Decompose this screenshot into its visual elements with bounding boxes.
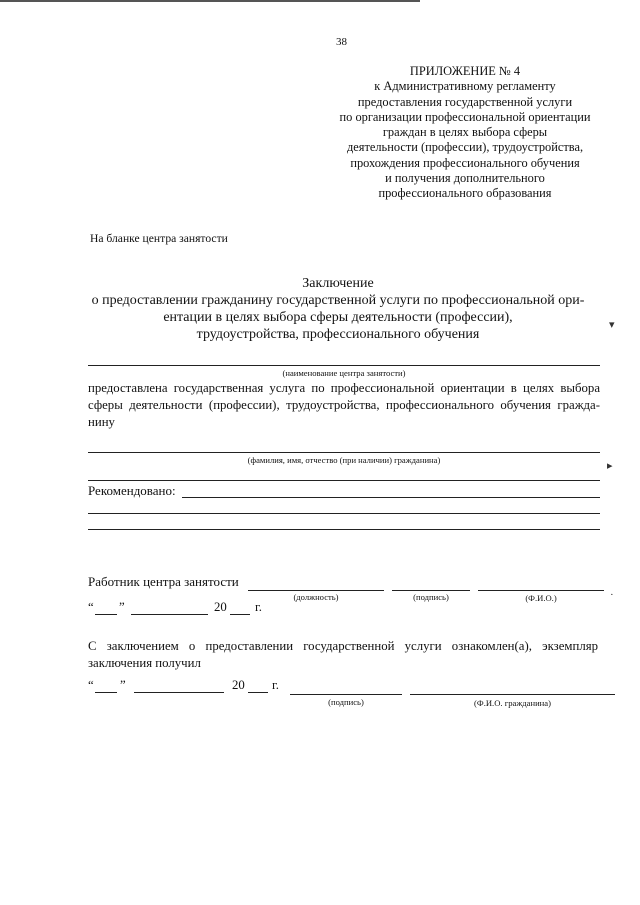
citizen-signature-field[interactable] xyxy=(290,694,402,695)
appendix-line: профессионального образования xyxy=(378,186,552,201)
appendix-header xyxy=(320,64,610,202)
worker-date-day-field[interactable] xyxy=(95,614,117,615)
worker-date-suffix: г. xyxy=(255,600,263,614)
appendix-line: по организации профессиональной ориентации xyxy=(339,109,591,124)
document-title xyxy=(70,275,606,343)
worker-date-year-prefix: 20 xyxy=(214,600,227,614)
worker-signature-caption: (подпись) xyxy=(413,592,449,602)
worker-position-field[interactable] xyxy=(248,590,384,591)
recommendation-field[interactable] xyxy=(88,513,600,514)
citizen-signature-caption: (подпись) xyxy=(328,697,364,707)
appendix-line: к Административному регламенту xyxy=(374,79,556,94)
citizen-date-year-prefix: 20 xyxy=(232,678,245,692)
title-heading: Заключение xyxy=(302,276,374,291)
recommended-label: Рекомендовано: xyxy=(88,483,176,498)
title-line: о предоставлении гражданину государственной услуги по профессиональной ори- xyxy=(91,293,585,308)
center-name-caption: (наименование центра занятости) xyxy=(282,368,406,378)
acknowledgement-line: заключения получил xyxy=(88,656,201,670)
worker-fio-field[interactable] xyxy=(478,590,604,591)
recommendation-field[interactable] xyxy=(88,480,600,481)
citizen-fio-field[interactable] xyxy=(410,694,615,695)
service-paragraph xyxy=(88,380,600,431)
service-line: нину xyxy=(88,415,115,429)
letterhead-note: На бланке центра занятости xyxy=(90,232,228,245)
appendix-line: прохождения профессионального обучения xyxy=(350,155,580,170)
appendix-line: ПРИЛОЖЕНИЕ № 4 xyxy=(409,64,521,78)
citizen-fio-caption: (Ф.И.О. гражданина) xyxy=(474,698,551,708)
appendix-line: деятельности (профессии), трудоустройства, xyxy=(346,140,584,155)
acknowledgement-paragraph xyxy=(88,638,598,672)
title-line: ентации в целях выбора сферы деятельности (профессии), xyxy=(163,310,513,325)
worker-date-open-quote: “ xyxy=(88,600,94,614)
appendix-line: граждан в целях выбора сферы xyxy=(382,125,548,140)
citizen-date-year-field[interactable] xyxy=(248,692,268,693)
acknowledgement-line: С заключением о предоставлении государственной услуги ознакомлен(а), экземпляр xyxy=(88,639,598,653)
citizen-name-caption: (фамилия, имя, отчество (при наличии) гражданина) xyxy=(247,455,441,465)
service-line: сферы деятельности (профессии), трудоустройства, профессионального обучения гражда- xyxy=(88,398,600,412)
recommendation-field[interactable] xyxy=(88,529,600,530)
worker-label: Работник центра занятости xyxy=(88,574,239,589)
worker-date-year-field[interactable] xyxy=(230,614,250,615)
citizen-date-month-field[interactable] xyxy=(134,692,224,693)
citizen-date-close-quote: ” xyxy=(120,678,126,692)
worker-date-close-quote: ” xyxy=(119,600,125,614)
title-line: трудоустройства, профессионального обучения xyxy=(196,327,480,342)
service-line: предоставлена государственная услуга по профессиональной ориентации в целях выбора xyxy=(88,381,600,395)
scan-speck: ▾ xyxy=(609,319,615,331)
scan-speck: ▸ xyxy=(607,460,613,472)
citizen-name-field[interactable] xyxy=(88,452,600,453)
center-name-field[interactable] xyxy=(88,365,600,366)
worker-date-month-field[interactable] xyxy=(131,614,208,615)
worker-position-caption: (должность) xyxy=(293,592,339,602)
page-number: 38 xyxy=(336,36,347,48)
citizen-date-day-field[interactable] xyxy=(95,692,117,693)
recommendation-field[interactable] xyxy=(182,497,600,498)
worker-signature-field[interactable] xyxy=(392,590,470,591)
top-edge-rule xyxy=(0,0,420,2)
appendix-line: предоставления государственной услуги xyxy=(357,94,573,109)
citizen-date-suffix: г. xyxy=(272,678,280,692)
scan-speck: · xyxy=(610,589,614,601)
citizen-date-open-quote: “ xyxy=(88,678,94,692)
worker-fio-caption: (Ф.И.О.) xyxy=(525,593,557,603)
appendix-line: и получения дополнительного xyxy=(385,171,545,186)
